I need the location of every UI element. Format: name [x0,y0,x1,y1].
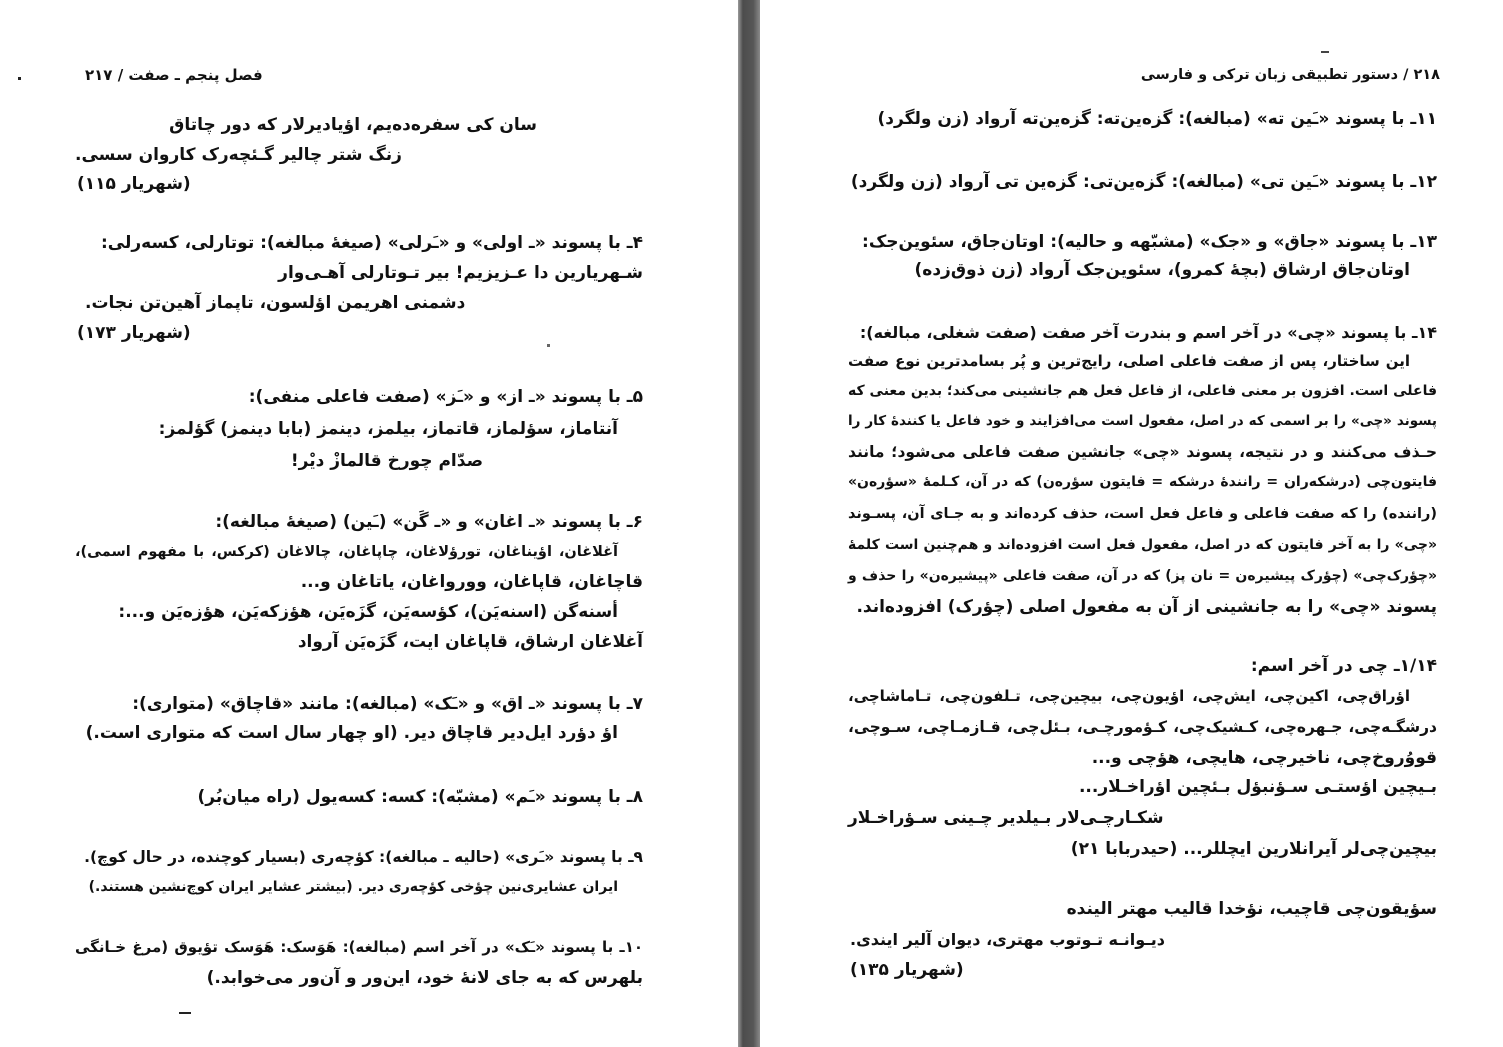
paragraph-line: فاعلی است. افزون بر معنی فاعلی، از فاعل فعل هم جانشینی می‌کند؛ بدین معنی که [848,383,1437,399]
verse-line: سان کی سفره‌ده‌یم، اؤیادیرلار که دور چاتاق [169,115,537,135]
verse-line: شـهریارین دا عـزیزیم! بیر تـوتارلی آهـی‌وار [278,263,643,283]
running-head: فصل پنجم ـ صفت / ۲۱۷ [85,66,263,84]
paragraph-line: پسوند «چی» را بر اسمی که در اصل، مفعول است می‌افزایند و خود فاعل یا کنندهٔ کار را [848,413,1437,429]
paragraph-line: فایتون‌چی (درشکه‌ران = رانندهٔ درشکه = فایتون سؤره‌ن) که در آن، کـلمهٔ «سؤره‌ن» [848,474,1437,490]
section-heading: ۵ـ با پسوند «ـ از» و «ـَز» (صفت فاعلی منفی): [248,387,643,407]
paragraph-line: حـذف می‌کنند و در نتیجه، پسوند «چی» جانشین صفت فاعلی می‌شود؛ مانند [848,443,1437,461]
section-heading: ۸ـ با پسوند «ـَم» (مشبّه): کسه: کسه‌یول (راه میان‌بُر) [197,787,643,807]
right-page [760,0,1503,1047]
section-heading: ۶ـ با پسوند «ـ اغان» و «ـ گَن» (ـَین) (صیغهٔ مبالغه): [215,512,643,532]
section-heading: ۱۱ـ با پسوند «ـَین ته» (مبالغه): گزه‌ین‌ته: گزه‌ین‌ته آرواد (زن ولگرد) [877,109,1437,129]
paragraph-line: پسوند «چی» را به جانشینی از آن به مفعول اصلی (چؤرک) افزوده‌اند. [856,597,1437,617]
paragraph-line: این ساختار، پس از صفت فاعلی اصلی، رایج‌ترین و پُر بسامدترین نوع صفت [848,352,1410,370]
section-heading: ۷ـ با پسوند «ـ اق» و «ـَک» (مبالغه): مانند «قاچاق» (متواری): [132,694,643,714]
example-line: قووُروخ‌چی، ناخیرچی، هایچی، هؤچی و... [1091,748,1437,768]
citation: (شهریار ۱۱۵) [77,174,191,194]
verse-line: دیـوانـه تـوتوب مهتری، دیوان آلیر ایندی. [850,930,1165,949]
verse-line: دشمنی اهریمن اؤلسون، تاپماز آهین‌تن نجات. [85,293,466,313]
example-line: آنتاماز، سؤلماز، قاتماز، بیلمز، دینمز (بابا دینمز) گؤلمز: [158,419,618,439]
example-line: ایران عشایری‌نین چؤخی کؤچه‌ری دیر. (بیشتر عشایر ایران کوچ‌نشین هستند.) [88,879,618,895]
subsection-heading: ۱/۱۴ـ چی در آخر اسم: [1250,656,1437,676]
section-heading: ۱۴ـ با پسوند «چی» در آخر اسم و بندرت آخر صفت (صفت شغلی، مبالغه): [859,323,1437,342]
section-heading: ۱۳ـ با پسوند «جاق» و «جک» (مشبّهه و حالیه): اوتان‌جاق، سئوین‌جک: [862,232,1437,252]
paragraph-line: «چؤرک‌چی» (چؤرک پیشیره‌ن = نان پز) که در آن، صفت فاعلی «پیشیره‌ن» را حذف و [848,568,1437,584]
example-line: أسنه‌گن (اسنه‌یَن)، کؤسه‌یَن، گزَه‌یَن، هؤزکه‌یَن، هؤزه‌یَن و...: [118,602,618,622]
section-heading: ۱۰ـ با پسوند «ـَک» در آخر اسم (مبالغه): هَوَسک: هَوَسک تؤیوق (مرغ خـانگی [75,938,643,956]
section-heading-continuation: بلهرس که به جای لانهٔ خود، این‌ور و آن‌ور می‌خوابد.) [206,968,643,988]
citation: (شهریار ۱۷۳) [77,323,191,343]
example-line: صدّام چورخ قالمازْ دیْر! [290,451,483,471]
scan-speck [18,77,21,80]
paragraph-line: (راننده) را که صفت فاعلی و فاعل فعل است، حذف کرده‌اند و به جـای آن، پسـوند [848,506,1437,522]
example-line: درشگـه‌چی، جـهره‌چی، کـشیک‌چی، کـؤمورچـی، بـئل‌چی، قـازمـاچی، سـوچی، [848,718,1437,736]
verse-line: بیچین‌چی‌لر آیرانلارین ایچللر... (حیدربابا ۲۱) [1070,839,1437,859]
example-line: آغلاغان، اؤیناغان، تورؤلاغان، چاپاغان، چالاغان (کرکس، با مفهوم اسمی)، [75,544,618,560]
running-head: ۲۱۸ / دستور تطبیقی زبان ترکی و فارسی [1140,67,1440,83]
section-heading: ۱۲ـ با پسوند «ـَین تی» (مبالغه): گزه‌ین‌تی: گزه‌ین تی آرواد (زن ولگرد) [850,172,1437,192]
example-line: آغلاغان ارشاق، قاپاغان ایت، گزَه‌یَن آرواد [297,632,643,652]
example-line: اؤ دؤرد ایل‌دیر قاچاق دیر. (او چهار سال است که متواری است.) [85,723,618,743]
example-line: اؤراق‌چی، اکین‌چی، ایش‌چی، اؤیون‌چی، بیچین‌چی، تـلفون‌چی، تـاماشاچی، [848,687,1410,705]
citation: (شهریار ۱۳۵) [850,960,964,980]
left-page [0,0,738,1047]
example-line: اوتان‌جاق ارشاق (بچهٔ کمرو)، سئوین‌جک آرواد (زن ذوق‌زده) [914,260,1410,280]
section-heading: ۹ـ با پسوند «ـَری» (حالیه ـ مبالغه): کؤچه‌ری (بسیار کوچنده، در حال کوچ). [84,848,643,866]
paragraph-line: «چی» را به آخر فایتون که در اصل، مفعول فعل است افزوده‌اند و هم‌چنین است کلمهٔ [848,537,1437,553]
example-line: قاچاغان، قاپاغان، وورواغان، یاتاغان و... [300,572,643,592]
verse-line: زنگ شتر چالیر گـئچه‌رک کاروان سسی. [75,145,402,165]
verse-line: سؤیقون‌چی قاچیب، نؤخدا قالیب مهتر الینده [1066,899,1437,919]
scan-speck [1321,51,1329,53]
section-heading: ۴ـ با پسوند «ـ اولی» و «ـَرلی» (صیغهٔ مبالغه): توتارلی، کسه‌رلی: [101,233,643,253]
book-spine [738,0,760,1047]
verse-line: شکـارچـی‌لار بـیلدیر چـینی سـؤراخـلار [848,808,1164,828]
scan-speck [179,1012,191,1014]
scan-speck [547,344,550,347]
verse-line: بـیچین اؤستـی سـؤنبؤل بـئچین اؤراخـلار... [1078,777,1437,797]
